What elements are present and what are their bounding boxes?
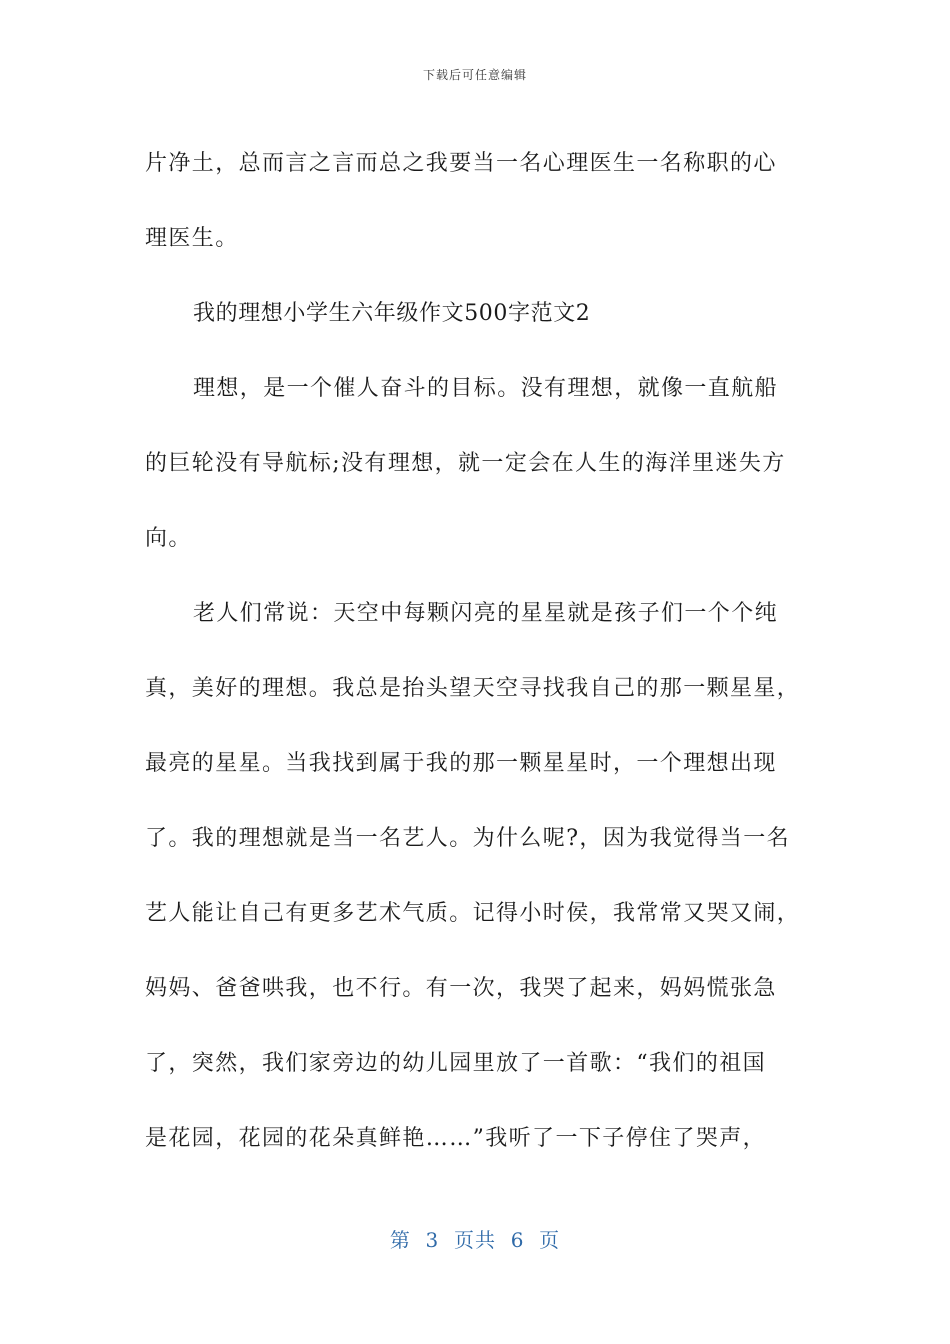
text-line: 了，突然，我们家旁边的幼儿园里放了一首歌：“我们的祖国 xyxy=(145,1051,767,1076)
text-line: 妈妈、爸爸哄我，也不行。有一次，我哭了起来，妈妈慌张急 xyxy=(145,976,777,1001)
text-line: 理想，是一个催人奋斗的目标。没有理想，就像一直航船 xyxy=(193,376,779,401)
text-line: 了。我的理想就是当一名艺人。为什么呢?，因为我觉得当一名 xyxy=(145,826,790,851)
document-body xyxy=(145,126,810,1176)
section-heading xyxy=(145,276,810,351)
paragraph-stars-story xyxy=(145,576,810,1176)
text-line: 是花园，花园的花朵真鲜艳……”我听了一下子停住了哭声， xyxy=(145,1126,767,1151)
page-number: 第 3 页共 6 页 xyxy=(389,1228,561,1252)
text-line: 真，美好的理想。我总是抬头望天空寻找我自己的那一颗星星， xyxy=(145,676,801,701)
heading-text: 我的理想小学生六年级作文500字范文2 xyxy=(193,301,591,326)
text-line: 片净土，总而言之言而总之我要当一名心理医生一名称职的心 xyxy=(145,151,777,176)
page-header-note: 下载后可任意编辑 xyxy=(422,68,527,82)
paragraph-continuation xyxy=(145,126,810,276)
text-line: 理医生。 xyxy=(145,226,239,251)
paragraph-ideal-definition xyxy=(145,351,810,576)
text-line: 最亮的星星。当我找到属于我的那一颗星星时，一个理想出现 xyxy=(145,751,777,776)
text-line: 向。 xyxy=(145,526,192,551)
text-line: 的巨轮没有导航标;没有理想，就一定会在人生的海洋里迷失方 xyxy=(145,451,786,476)
text-line: 艺人能让自己有更多艺术气质。记得小时侯，我常常又哭又闹， xyxy=(145,901,801,926)
text-line: 老人们常说：天空中每颗闪亮的星星就是孩子们一个个纯 xyxy=(193,601,779,626)
